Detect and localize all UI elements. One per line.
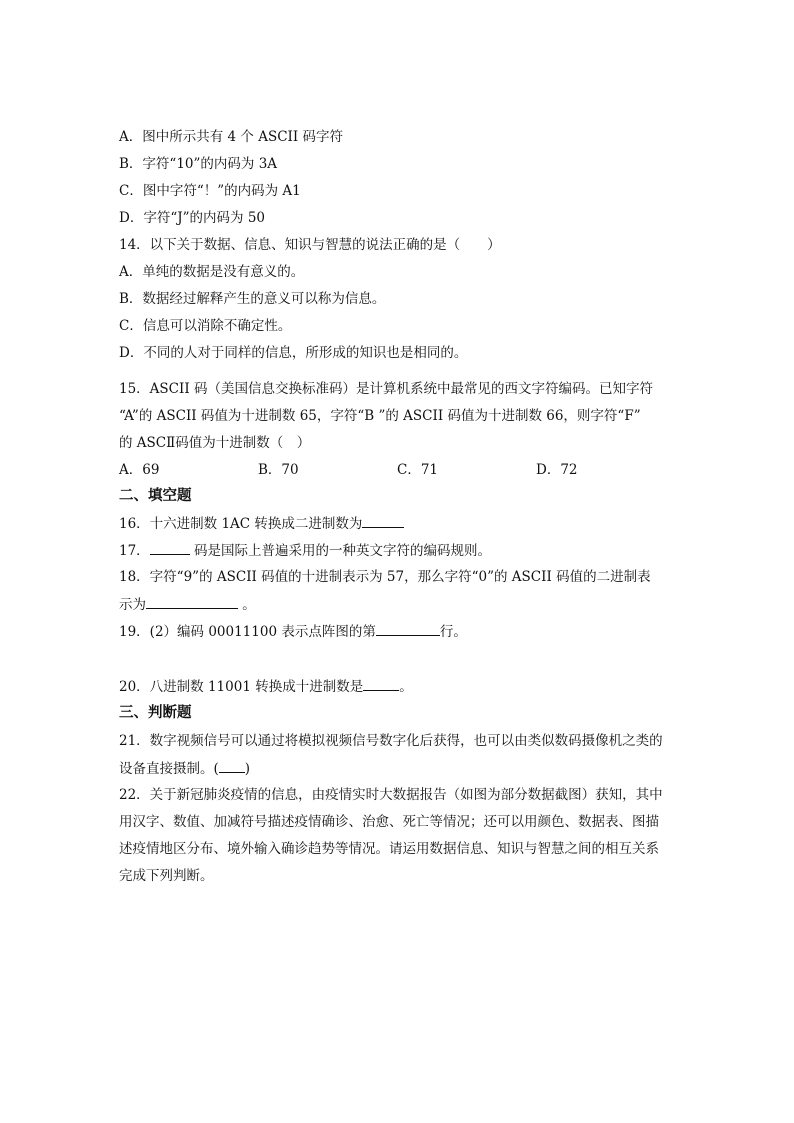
q19 bbox=[119, 621, 467, 642]
q18-suffix: 。 bbox=[242, 597, 256, 613]
q15-stem-line2: “A”的 ASCII 码值为十进制数 65，字符“B ”的 ASCII 码值为十进制数 66，则字符“F” bbox=[119, 408, 641, 424]
q13-option-c: C．图中字符“！”的内码为 A1 bbox=[119, 183, 301, 199]
q19-suffix: 行。 bbox=[439, 624, 467, 640]
q17-suffix: 码是国际上普遍采用的一种英文字符的编码规则。 bbox=[189, 543, 491, 559]
q13-option-d: D．字符“J”的内码为 50 bbox=[119, 210, 266, 226]
q20 bbox=[119, 676, 413, 697]
q18-line1: 18．字符“9”的 ASCII 码值的十进制表示为 57，那么字符“0”的 ASCII 码值的二进制表 bbox=[119, 569, 651, 585]
q22-line3: 述疫情地区分布、境外输入确诊趋势等情况。请运用数据信息、知识与智慧之间的相互关系 bbox=[119, 841, 659, 857]
q18-line2 bbox=[119, 594, 256, 615]
q21-prefix: 设备直接摄制。( bbox=[119, 761, 219, 777]
q15-option-b: B．70 bbox=[258, 462, 299, 478]
q17-answer-blank[interactable] bbox=[150, 540, 190, 555]
q15-option-c: C．71 bbox=[397, 462, 439, 478]
q18-prefix: 示为 bbox=[119, 597, 146, 613]
q14-option-c: C．信息可以消除不确定性。 bbox=[119, 318, 292, 334]
q21-line1: 21．数字视频信号可以通过将模拟视频信号数字化后获得，也可以由类似数码摄像机之类的 bbox=[119, 733, 663, 749]
q16-text: 16．十六进制数 1AC 转换成二进制数为 bbox=[119, 516, 363, 532]
q19-answer-blank[interactable] bbox=[376, 621, 440, 636]
q19-prefix: 19．(2）编码 00011100 表示点阵图的第 bbox=[119, 624, 376, 640]
q20-answer-blank[interactable] bbox=[363, 676, 399, 691]
section-heading-judgment: 三、判断题 bbox=[119, 705, 192, 721]
q20-prefix: 20．八进制数 11001 转换成十进制数是 bbox=[119, 679, 364, 695]
q15-stem-line3: 的 ASCⅡ码值为十进制数（ ） bbox=[119, 435, 311, 451]
q17-prefix: 17． bbox=[119, 543, 150, 559]
q14-option-a: A．单纯的数据是没有意义的。 bbox=[119, 264, 305, 280]
q21-answer-blank[interactable] bbox=[219, 758, 245, 773]
q15-stem-line1: 15．ASCII 码（美国信息交换标准码）是计算机系统中最常见的西文字符编码。已知字符 bbox=[119, 381, 653, 397]
q14-option-d: D．不同的人对于同样的信息，所形成的知识也是相同的。 bbox=[119, 345, 468, 361]
q13-option-b: B．字符“10”的内码为 3A bbox=[119, 156, 278, 172]
q16 bbox=[119, 513, 404, 534]
q17 bbox=[119, 540, 491, 561]
q15-option-d: D．72 bbox=[536, 462, 578, 478]
q14-option-b: B．数据经过解释产生的意义可以称为信息。 bbox=[119, 291, 386, 307]
q22-line4: 完成下列判断。 bbox=[119, 868, 214, 884]
q20-suffix: 。 bbox=[399, 679, 413, 695]
q16-answer-blank[interactable] bbox=[362, 513, 404, 528]
q14-stem: 14．以下关于数据、信息、知识与智慧的说法正确的是（ ） bbox=[119, 237, 501, 253]
section-heading-fill-in: 二、填空题 bbox=[119, 488, 192, 504]
q21-line2 bbox=[119, 758, 250, 779]
q13-option-a: A．图中所示共有 4 个 ASCII 码字符 bbox=[119, 129, 343, 145]
q18-answer-blank[interactable] bbox=[146, 594, 238, 609]
q22-line1: 22．关于新冠肺炎疫情的信息，由疫情实时大数据报告（如图为部分数据截图）获知，其中 bbox=[119, 787, 663, 803]
q21-suffix: ) bbox=[244, 761, 251, 777]
q15-option-a: A．69 bbox=[119, 462, 160, 478]
q22-line2: 用汉字、数值、加减符号描述疫情确诊、治愈、死亡等情况；还可以用颜色、数据表、图描 bbox=[119, 814, 659, 830]
